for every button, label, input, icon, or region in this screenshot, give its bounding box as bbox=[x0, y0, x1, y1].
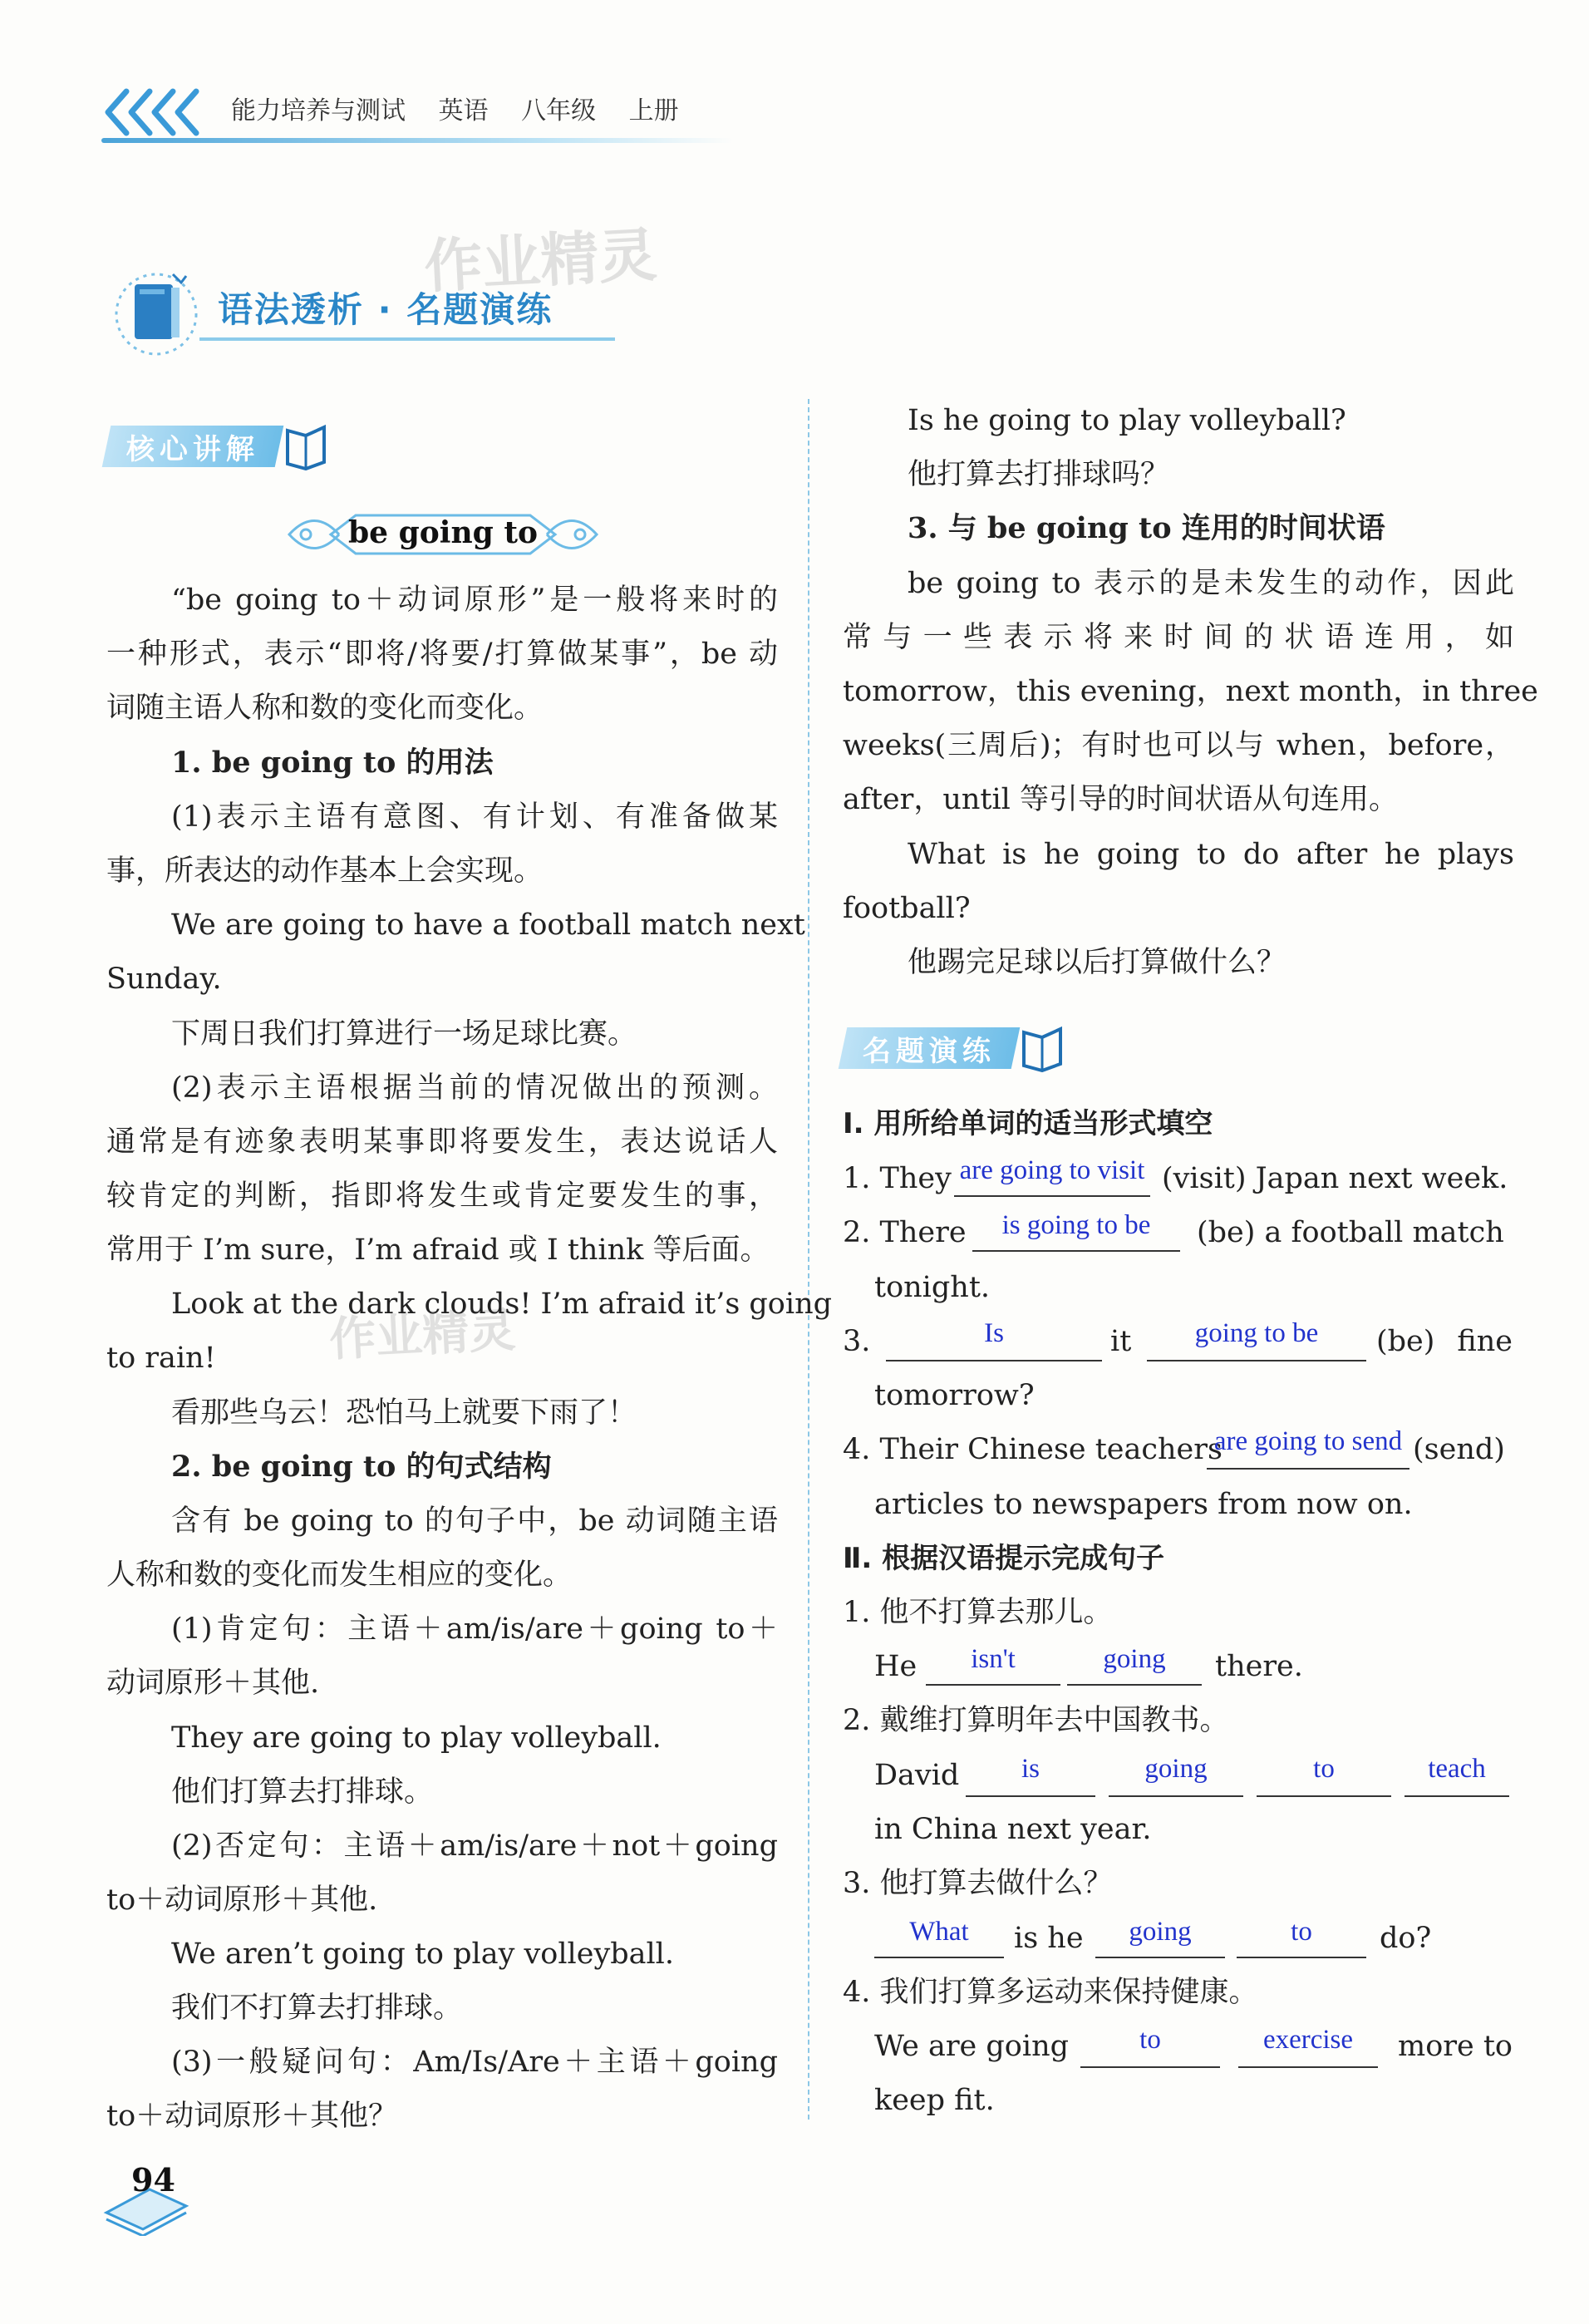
exercise-p3-end: do? bbox=[1380, 1922, 1432, 1955]
exercise-p3-middle: is he bbox=[1014, 1922, 1084, 1955]
open-book-icon bbox=[1019, 1024, 1065, 1072]
exercise-q2-prefix: 2. There bbox=[843, 1216, 967, 1249]
exercise-q4-continued: articles to newspapers from now on. bbox=[874, 1488, 1413, 1521]
column-divider bbox=[808, 399, 809, 2120]
translation-line: 他们打算去打排球。 bbox=[171, 1775, 434, 1809]
exercise-part2-title: Ⅱ. 根据汉语提示完成句子 bbox=[843, 1542, 1165, 1575]
exercise-q1-prefix: 1. They bbox=[843, 1162, 952, 1195]
open-book-icon bbox=[283, 422, 329, 470]
answer-blank bbox=[1147, 1360, 1366, 1361]
answer-blank bbox=[1095, 1957, 1225, 1958]
watermark: 作业精灵 bbox=[422, 220, 659, 302]
answer-blank bbox=[886, 1360, 1102, 1361]
header-grade: 八年级 bbox=[521, 96, 597, 126]
answer-blank bbox=[972, 1250, 1180, 1252]
paragraph-line: (1)肯定句：主语＋am/is/are＋going to＋ bbox=[171, 1613, 778, 1646]
tag-practice-label: 名题演练 bbox=[863, 1034, 996, 1068]
page-number: 94 bbox=[131, 2161, 175, 2198]
paragraph-line: to＋动词原形＋其他？ bbox=[106, 2100, 398, 2133]
subheading: 2. be going to 的句式结构 bbox=[171, 1450, 552, 1484]
header-book: 能力培养与测试 bbox=[231, 96, 406, 126]
exercise-p1-end: there. bbox=[1215, 1650, 1303, 1683]
translation-line: 他打算去打排球吗？ bbox=[908, 458, 1170, 491]
answer-p4-1: to bbox=[1139, 2025, 1161, 2055]
paragraph-line: 常与一些表示将来时间的状语连用，如 bbox=[843, 621, 1514, 654]
running-header bbox=[231, 90, 704, 126]
example-line: We are going to have a football match next bbox=[171, 908, 805, 942]
tag-practice bbox=[843, 1024, 1065, 1072]
answer-q2: is going to be bbox=[1001, 1210, 1151, 1240]
answer-p3-3: to bbox=[1291, 1917, 1312, 1947]
subheading: 3. 与 be going to 连用的时间状语 bbox=[908, 511, 1385, 545]
exercise-p4-start: We are going bbox=[874, 2030, 1070, 2063]
exercise-q3-middle: it bbox=[1110, 1325, 1132, 1358]
answer-blank bbox=[1080, 2066, 1220, 2068]
example-line: Is he going to play volleyball? bbox=[908, 404, 1346, 437]
answer-blank bbox=[1238, 2066, 1378, 2068]
paragraph-line: after，until 等引导的时间状语从句连用。 bbox=[843, 783, 1398, 816]
exercise-q4-suffix: (send) bbox=[1413, 1433, 1505, 1466]
translation-line: 他踢完足球以后打算做什么？ bbox=[908, 946, 1286, 979]
example-line: We aren’t going to play volleyball. bbox=[171, 1937, 674, 1971]
paragraph-line: weeks(三周后)；有时也可以与 when，before， bbox=[843, 729, 1514, 762]
section-title: 语法透析 · 名题演练 bbox=[218, 289, 553, 330]
header-volume: 上册 bbox=[628, 96, 679, 126]
answer-p1-1: isn't bbox=[971, 1644, 1016, 1674]
paragraph-line: (2)否定句：主语＋am/is/are＋not＋going bbox=[171, 1829, 778, 1863]
exercise-p4-chinese: 4. 我们打算多运动来保持健康。 bbox=[843, 1976, 1258, 2009]
section-title-rule bbox=[199, 337, 615, 341]
subheading: 1. be going to 的用法 bbox=[171, 746, 494, 780]
answer-q3b: going to be bbox=[1194, 1318, 1319, 1348]
paragraph-line: 较肯定的判断，指即将发生或肯定要发生的事， bbox=[106, 1179, 778, 1213]
exercise-q3-suffix: (be) fine bbox=[1376, 1325, 1513, 1358]
exercise-q2-continued: tonight. bbox=[874, 1271, 991, 1304]
paragraph-line: “be going to＋动词原形”是一般将来时的 bbox=[171, 583, 778, 617]
exercise-q3-prefix: 3. bbox=[843, 1325, 871, 1358]
paragraph-line: 常用于 I’m sure，I’m afraid 或 I think 等后面。 bbox=[106, 1233, 770, 1267]
exercise-p2-start: David bbox=[874, 1759, 960, 1792]
topic-title: be going to bbox=[348, 515, 538, 550]
watermark: 作业精灵 bbox=[327, 1303, 517, 1367]
tag-core-explanation bbox=[106, 422, 329, 470]
tag-core-label: 核心讲解 bbox=[126, 432, 259, 466]
paragraph-line: 事，所表达的动作基本上会实现。 bbox=[106, 854, 544, 888]
answer-blank bbox=[926, 1684, 1060, 1686]
exercise-p4-continued: keep fit. bbox=[874, 2084, 995, 2117]
exercise-p1-chinese: 1. 他不打算去那儿。 bbox=[843, 1596, 1113, 1629]
exercise-q1-suffix: (visit) Japan next week. bbox=[1162, 1162, 1508, 1195]
translation-line: 我们不打算去打排球。 bbox=[171, 1992, 463, 2025]
answer-p3-1: What bbox=[909, 1917, 969, 1947]
paragraph-line: (1)表示主语有意图、有计划、有准备做某 bbox=[171, 800, 778, 834]
answer-blank bbox=[1067, 1684, 1202, 1686]
exercise-part1-title: Ⅰ. 用所给单词的适当形式填空 bbox=[843, 1107, 1213, 1140]
answer-p2-1: is bbox=[1021, 1754, 1040, 1784]
translation-line: 下周日我们打算进行一场足球比赛。 bbox=[171, 1017, 637, 1051]
example-line: Look at the dark clouds! I’m afraid it’s going bbox=[171, 1288, 833, 1321]
exercise-q4-prefix: 4. Their Chinese teachers bbox=[843, 1433, 1222, 1466]
answer-blank bbox=[1405, 1795, 1509, 1797]
answer-blank bbox=[966, 1795, 1095, 1797]
exercise-p3-chinese: 3. 他打算去做什么？ bbox=[843, 1867, 1113, 1900]
answer-p4-2: exercise bbox=[1262, 2025, 1354, 2055]
answer-p2-2: going bbox=[1144, 1754, 1208, 1784]
exercise-q2-suffix: (be) a football match bbox=[1197, 1216, 1504, 1249]
header-subject: 英语 bbox=[438, 96, 489, 126]
book-icon bbox=[106, 263, 206, 362]
answer-blank bbox=[1257, 1795, 1391, 1797]
example-line: football? bbox=[843, 892, 971, 925]
example-line: What is he going to do after he plays bbox=[908, 838, 1514, 871]
exercise-p4-end: more to bbox=[1398, 2030, 1513, 2063]
paragraph-line: (3)一般疑问句：Am/Is/Are＋主语＋going bbox=[171, 2046, 778, 2079]
exercise-p2-chinese: 2. 戴维打算明年去中国教书。 bbox=[843, 1704, 1229, 1737]
translation-line: 看那些乌云！恐怕马上就要下雨了！ bbox=[171, 1396, 637, 1430]
paragraph-line: 人称和数的变化而发生相应的变化。 bbox=[106, 1558, 573, 1592]
paragraph-line: 含有 be going to 的句子中，be 动词随主语 bbox=[171, 1504, 778, 1538]
exercise-p2-continued: in China next year. bbox=[874, 1813, 1152, 1846]
answer-blank bbox=[1207, 1468, 1409, 1470]
chevron-arrows-icon bbox=[101, 83, 209, 141]
answer-p2-3: to bbox=[1313, 1754, 1335, 1784]
answer-p3-2: going bbox=[1129, 1917, 1192, 1947]
example-line: Sunday. bbox=[106, 963, 222, 996]
header-rule bbox=[101, 138, 733, 143]
paragraph-line: (2)表示主语根据当前的情况做出的预测。 bbox=[171, 1071, 778, 1105]
answer-blank bbox=[1109, 1795, 1243, 1797]
paragraph-line: 一种形式，表示“即将/将要/打算做某事”，be 动 bbox=[106, 638, 778, 671]
paragraph-line: 动词原形＋其他. bbox=[106, 1667, 320, 1700]
answer-p1-2: going bbox=[1103, 1644, 1166, 1674]
paragraph-line: tomorrow，this evening，next month，in three bbox=[843, 675, 1538, 708]
answer-q1: are going to visit bbox=[959, 1155, 1145, 1185]
answer-p2-4: teach bbox=[1428, 1754, 1486, 1784]
paragraph-line: 词随主语人称和数的变化而变化。 bbox=[106, 692, 544, 725]
exercise-p1-start: He bbox=[874, 1650, 917, 1683]
paragraph-line: 通常是有迹象表明某事即将要发生，表达说话人 bbox=[106, 1125, 778, 1159]
answer-q3a: Is bbox=[984, 1318, 1004, 1348]
paragraph-line: be going to 表示的是未发生的动作，因此 bbox=[908, 567, 1514, 600]
answer-blank bbox=[874, 1957, 1004, 1958]
answer-blank bbox=[954, 1195, 1150, 1197]
example-line: to rain! bbox=[106, 1342, 216, 1375]
answer-q4: are going to send bbox=[1213, 1426, 1403, 1456]
answer-blank bbox=[1237, 1957, 1366, 1958]
paragraph-line: to＋动词原形＋其他. bbox=[106, 1883, 378, 1917]
exercise-q3-continued: tomorrow? bbox=[874, 1379, 1035, 1412]
example-line: They are going to play volleyball. bbox=[171, 1721, 662, 1755]
